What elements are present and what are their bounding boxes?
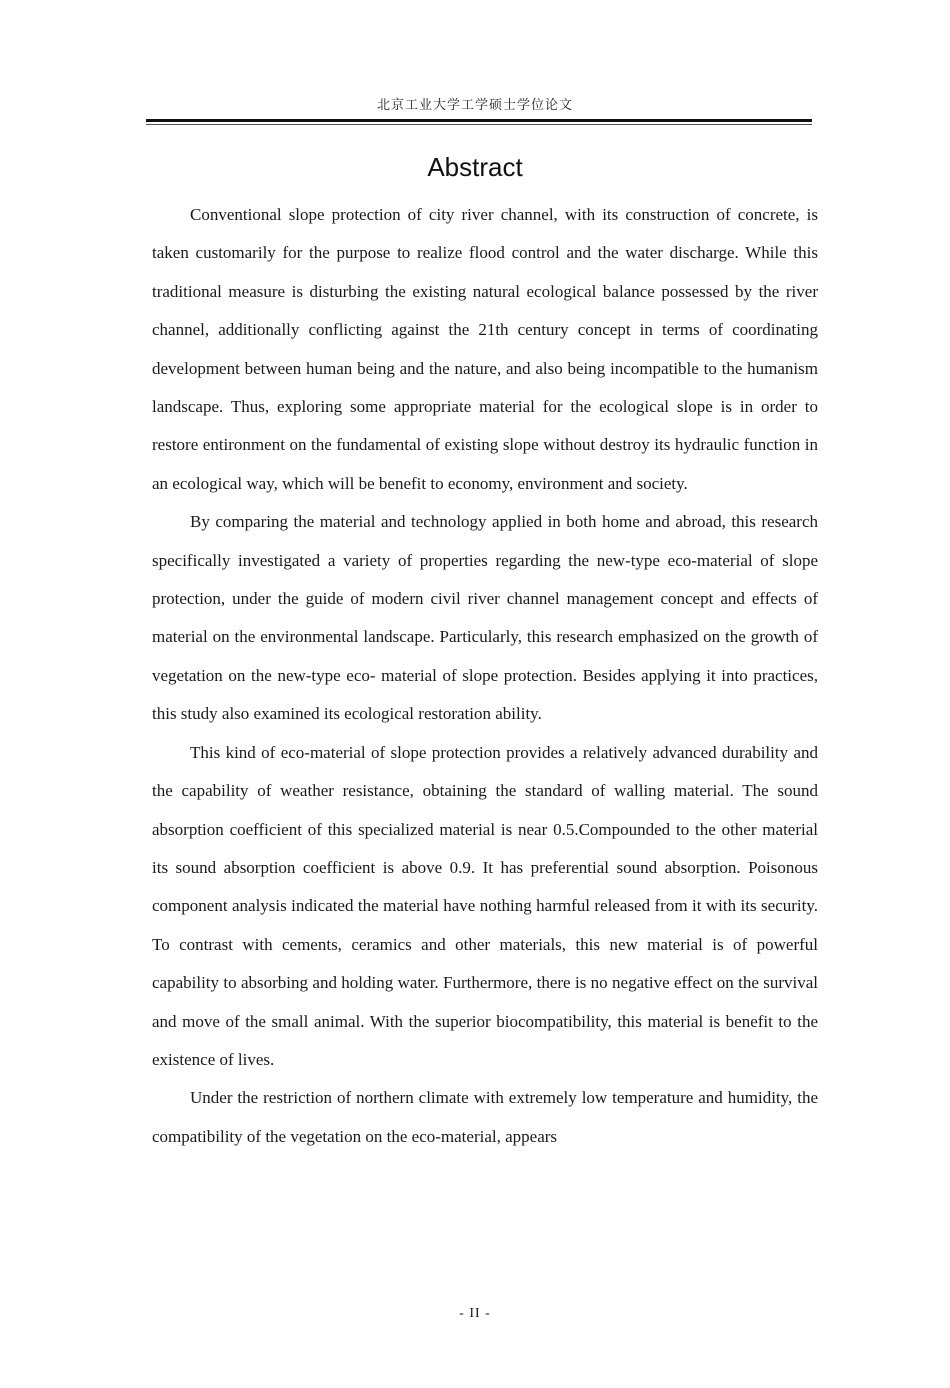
page-number: - II - [459,1306,491,1321]
paragraph-3: This kind of eco-material of slope protection provides a relatively advanced durability and the capability of weather resistance, obtaining the standard of walling material. The sound absorption coefficient of this specialized material is near 0.5.Compounded to the other material its sound absorption coefficient is above 0.9. It has preferential sound absorption. Poisonous component analysis indicated the material have nothing harmful released from it with its security. To contrast with cements, ceramics and other materials, this new material is of powerful capability to absorbing and holding water. Furthermore, there is no negative effect on the survival and move of the small animal. With the superior biocompatibility, this material is benefit to the existence of lives. [152,742,818,1069]
header-rule [146,119,812,122]
paragraph-1: Conventional slope protection of city river channel, with its construction of concrete, is taken customarily for the purpose to realize flood control and the water discharge. While this traditional measure is disturbing the existing natural ecological balance possessed by the river channel, additionally conflicting against the 21th century concept in terms of coordinating development between human being and the nature, and also being incompatible to the humanism landscape. Thus, exploring some appropriate material for the ecological slope is in order to restore entironment on the fundamental of existing slope without destroy its hydraulic function in an ecological way, which will be benefit to economy, environment and society. [152,205,818,493]
paragraph-2: By comparing the material and technology applied in both home and abroad, this research specifically investigated a variety of properties regarding the new-type eco-material of slope protection, under the guide of modern civil river channel management concept and effects of material on the environmental landscape. Particularly, this research emphasized on the growth of vegetation on the new-type eco- material of slope protection. Besides applying it into practices, this study also examined its ecological restoration ability. [152,512,818,724]
page-title: Abstract [427,152,523,182]
header-rule-thin [146,124,812,125]
abstract-body [152,196,818,1156]
running-header: 北京工业大学工学硕士学位论文 [376,98,573,113]
paragraph-4: Under the restriction of northern climate with extremely low temperature and humidity, the compatibility of the vegetation on the eco-material, appears [152,1088,818,1146]
